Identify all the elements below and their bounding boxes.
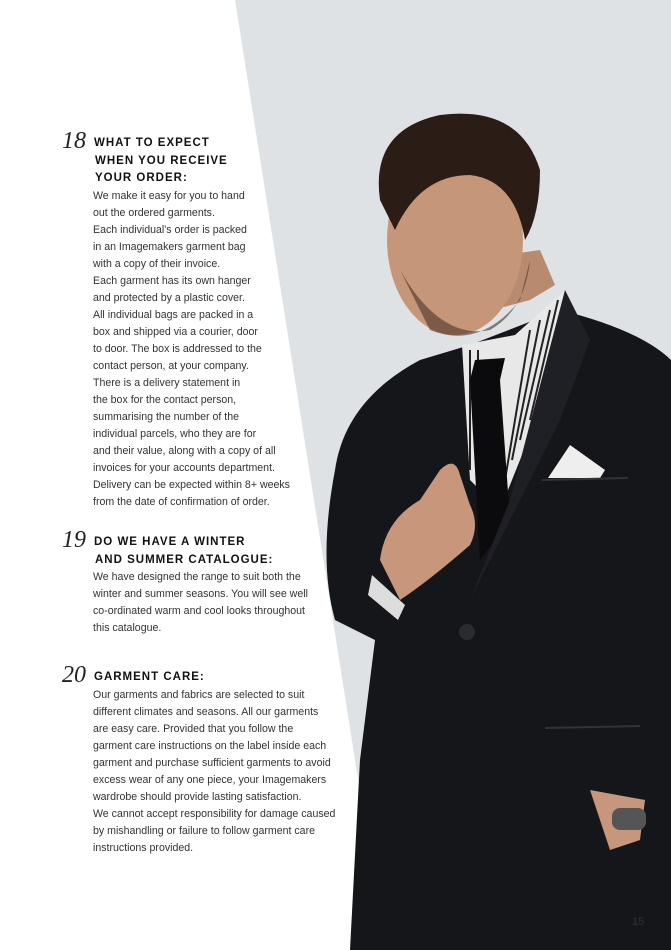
body-line: to door. The box is addressed to the (93, 342, 262, 355)
faq-section-19 (62, 527, 308, 637)
section-number: 19 (62, 527, 86, 553)
page-number: 15 (632, 916, 645, 928)
body-line: summarising the number of the (93, 410, 240, 423)
body-line: excess wear of any one piece, your Imagemakers (93, 773, 327, 786)
body-line: All individual bags are packed in a (93, 308, 254, 321)
body-line: Each individual's order is packed (93, 223, 247, 236)
body-line: are easy care. Provided that you follow the (93, 722, 294, 735)
heading-line: WHEN YOU RECEIVE (95, 154, 228, 167)
body-line: in an Imagemakers garment bag (93, 240, 246, 253)
body-line: garment and purchase sufficient garments to avoid (93, 756, 331, 769)
body-line: There is a delivery statement in (93, 376, 241, 389)
body-line: Our garments and fabrics are selected to suit (93, 688, 305, 701)
body-line: We have designed the range to suit both the (93, 571, 301, 583)
body-line: with a copy of their invoice. (93, 257, 221, 270)
body-line: and protected by a plastic cover. (93, 291, 245, 304)
section-heading (94, 135, 290, 188)
body-line: We make it easy for you to hand (93, 189, 245, 202)
body-line: We cannot accept responsibility for damage caused (93, 807, 336, 820)
section-body (93, 188, 290, 511)
body-line: different climates and seasons. All our garments (93, 705, 319, 718)
body-line: contact person, at your company. (93, 359, 249, 372)
body-line: garment care instructions on the label inside each (93, 739, 327, 752)
section-body (93, 569, 308, 637)
body-line: this catalogue. (93, 622, 162, 634)
body-line: out the ordered garments. (93, 206, 215, 219)
heading-line: WHAT TO EXPECT (94, 137, 210, 149)
body-line: co-ordinated warm and cool looks throughout (93, 605, 305, 617)
heading-line: AND SUMMER CATALOGUE: (95, 553, 274, 566)
body-line: the box for the contact person, (93, 393, 237, 406)
section-heading (94, 534, 308, 569)
body-line: from the date of confirmation of order. (93, 495, 270, 508)
body-line: and their value, along with a copy of all (93, 444, 276, 457)
body-line: instructions provided. (93, 841, 194, 854)
section-heading (94, 669, 335, 687)
heading-line: GARMENT CARE: (94, 671, 205, 683)
body-line: winter and summer seasons. You will see well (93, 588, 308, 600)
section-number: 20 (62, 662, 86, 688)
section-number: 18 (62, 128, 86, 154)
heading-line: DO WE HAVE A WINTER (94, 536, 246, 548)
body-line: invoices for your accounts department. (93, 461, 275, 474)
body-line: individual parcels, who they are for (93, 427, 257, 440)
faq-section-18 (62, 128, 290, 511)
heading-line: YOUR ORDER: (95, 172, 188, 184)
body-line: box and shipped via a courier, door (93, 325, 258, 338)
faq-section-20 (62, 662, 336, 857)
body-line: wardrobe should provide lasting satisfaction. (93, 790, 302, 803)
body-line: Each garment has its own hanger (93, 274, 251, 287)
body-line: Delivery can be expected within 8+ weeks (93, 478, 290, 491)
section-body (93, 687, 335, 857)
body-line: by mishandling or failure to follow garment care (93, 824, 315, 837)
